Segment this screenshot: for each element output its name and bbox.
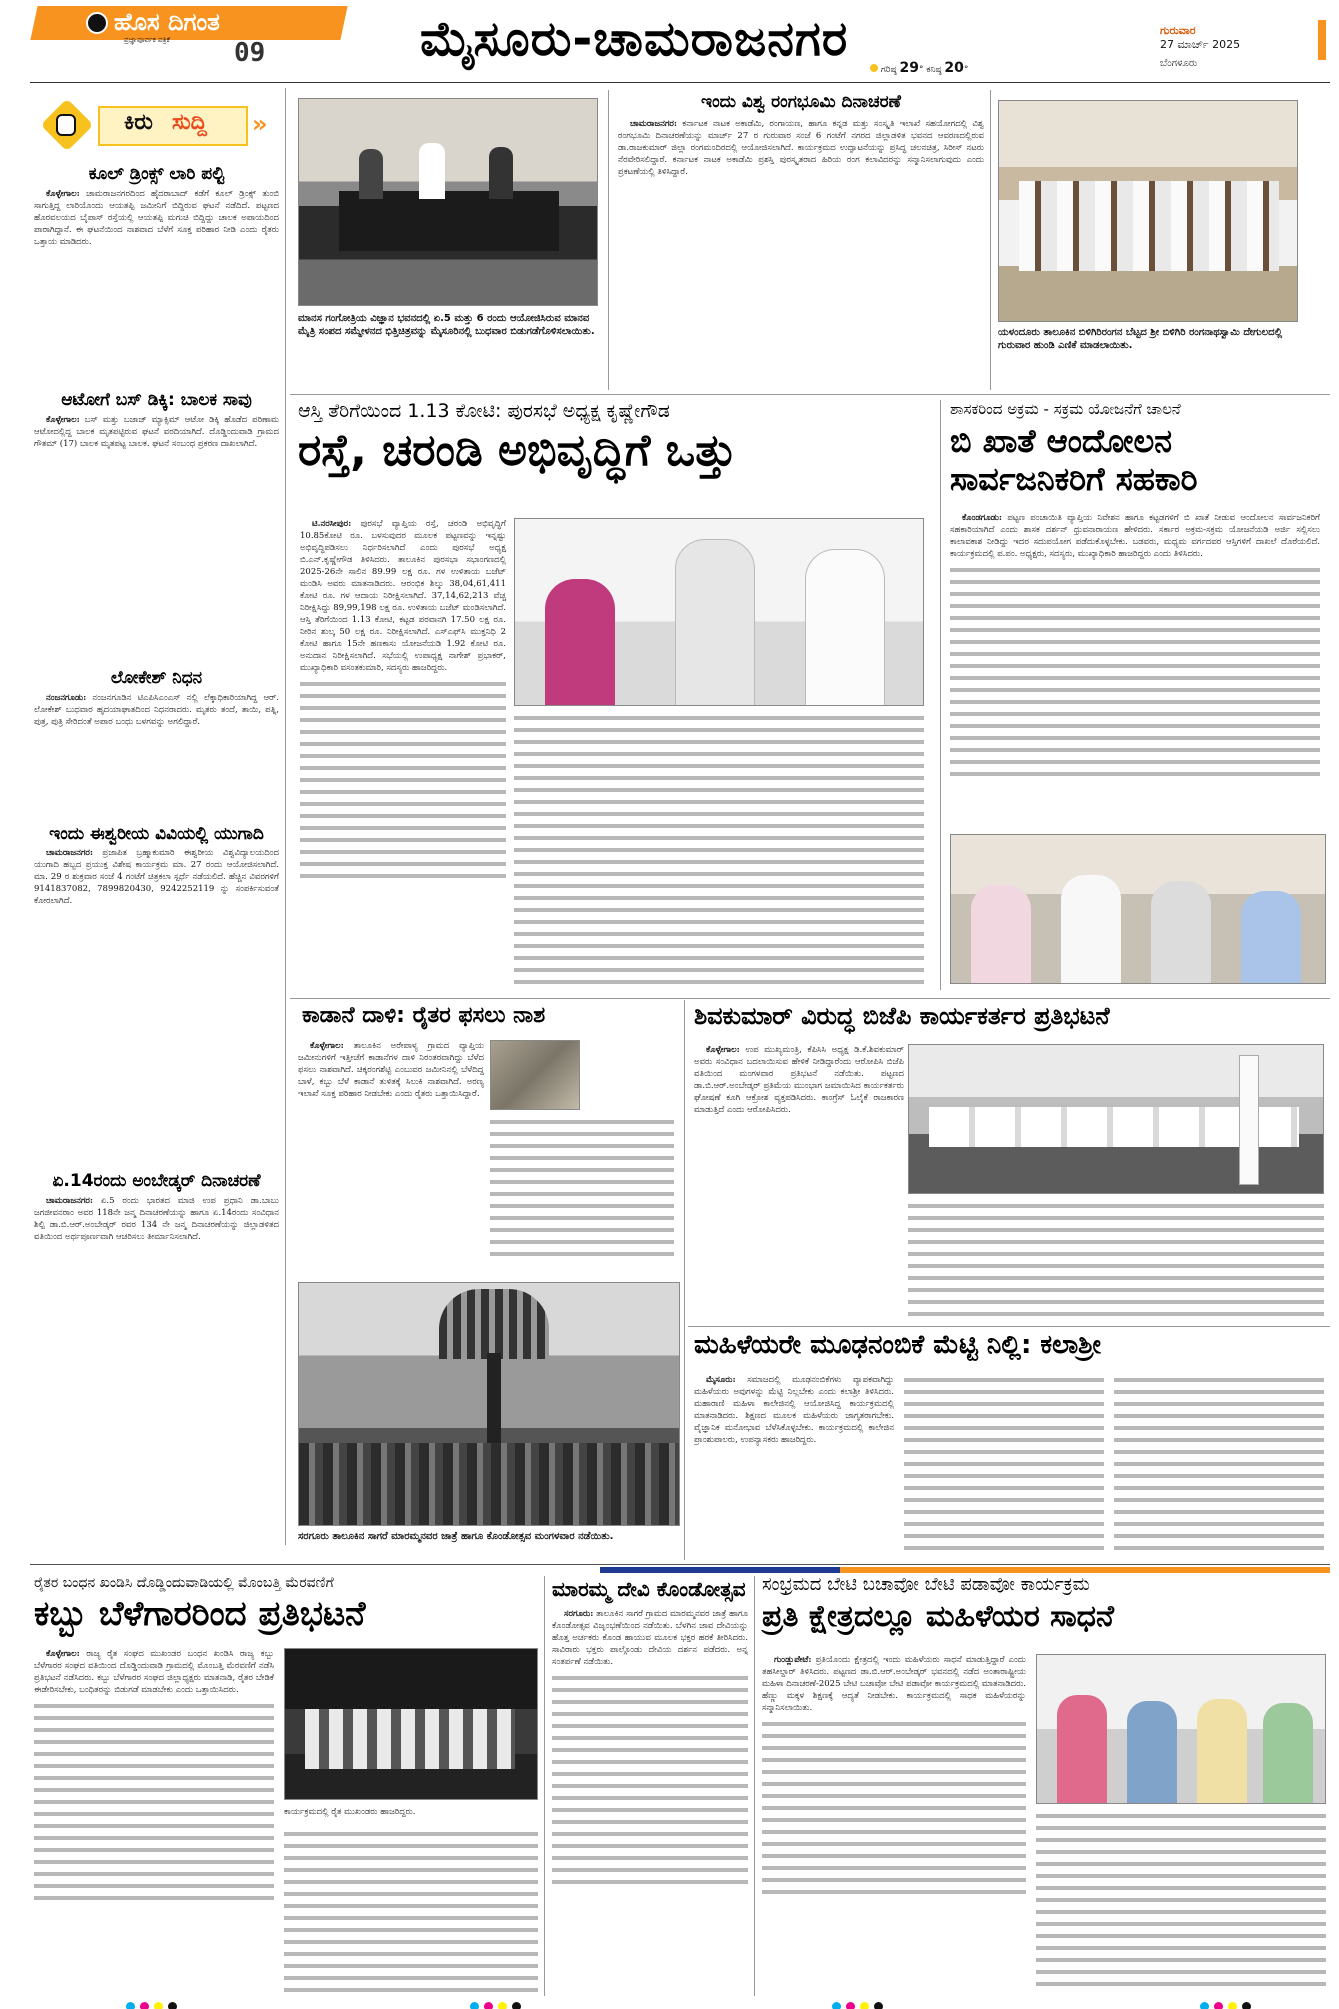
sugarcane-headline: ಕಬ್ಬು ಬೆಳೆಗಾರರಿಂದ ಪ್ರತಿಭಟನೆ — [34, 1593, 366, 1634]
bjp-headline: ಶಿವಕುಮಾರ್ ವಿರುದ್ಧ ಬಿಜೆಪಿ ಕಾರ್ಯಕರ್ತರ ಪ್ರತಿಭಟನೆ — [694, 1002, 1110, 1030]
temple-caption: ಯಳಂದೂರು ತಾಲೂಕಿನ ಬಿಳಿಗಿರಿರಂಗನ ಬೆಟ್ಟದ ಶ್ರೀ ಬಿಳಿಗಿರಿ ರಂಗನಾಥಸ್ವಾಮಿ ದೇಗುಲದಲ್ಲಿ ಗುರುವಾರ ಹುಂಡಿ ಎಣಿಕೆ ಮಾಡಲಾಯಿತು. — [998, 327, 1283, 351]
brief-3 — [34, 667, 279, 820]
registration-marks-mid — [470, 1996, 521, 2009]
blue-band — [600, 1567, 840, 1573]
orange-edge-bar — [1318, 20, 1326, 60]
brief-body: ಕೊಳ್ಳೇಗಾಲ: ಬಸ್ ಮತ್ತು ಬಜಾಜ್ ಮ್ಯಾಕ್ಸಿಮ್ ಆಟೋ ಡಿಕ್ಕಿ ಹೊಡೆದ ಪರಿಣಾಮ ಆಟೋದಲ್ಲಿದ್ದ ಬಾಲಕ ಮೃತಪಟ್ಟಿರುವ ಘಟನೆ ವರದಿಯಾಗಿದೆ. ದೊಡ್ಡಿಂದುವಾಡಿ ಗ್ರಾಮದ ಗೌತಮ್ (17) ಬಾಲಕ ಮೃತಪಟ್ಟ ಬಾಲಕ. ಘಟನೆ ಸಂಬಂಧ ಪ್ರಕರಣ ದಾಖಲಾಗಿದೆ. — [34, 414, 279, 449]
registration-marks-right — [832, 1996, 883, 2009]
candle-march-caption: ಕಾರ್ಯಕ್ರಮದಲ್ಲಿ ರೈತ ಮುಖಂಡರು ಹಾಜರಿದ್ದರು. — [284, 1807, 416, 1817]
day: ಗುರುವಾರ — [1160, 24, 1196, 37]
sidebar-header-right: ಸುದ್ದಿ — [172, 110, 207, 135]
bbbp-headline: ಪ್ರತಿ ಕ್ಷೇತ್ರದಲ್ಲೂ ಮಹಿಳೆಯರ ಸಾಧನೆ — [762, 1598, 1114, 1634]
fair-photo-caption: ಸರಗೂರು ತಾಲೂಕಿನ ಸಾಗರೆ ಮಾರಮ್ಮನವರ ಜಾತ್ರೆ ಹಾಗೂ ಕೊಂಡೋತ್ಸವ ಮಂಗಳವಾರ ನಡೆಯಿತು. — [298, 1531, 614, 1542]
bjp-body: ಕೊಳ್ಳೇಗಾಲ: ಉಪ ಮುಖ್ಯಮಂತ್ರಿ, ಕೆಪಿಸಿಸಿ ಅಧ್ಯಕ್ಷ ಡಿ.ಕೆ.ಶಿವಕುಮಾರ್ ಅವರು ಸಂವಿಧಾನ ಬದಲಾಯಿಸುವ ಹೇಳಿಕೆ ನೀಡಿದ್ದಾರೆಂದು ಆರೋಪಿಸಿ ಬಿಜೆಪಿ ವತಿಯಿಂದ ಮಂಗಳವಾರ ಪ್ರತಿಭಟನೆ ನಡೆಯಿತು. ಪಟ್ಟಣದ ಡಾ.ಬಿ.ಆರ್.ಅಂಬೇಡ್ಕರ್ ಪ್ರತಿಮೆಯ ಮುಂಭಾಗ ಜಮಾಯಿಸಿದ ಕಾರ್ಯಕರ್ತರು ಘೋಷಣೆ ಕೂಗಿ ಆಕ್ರೋಶ ವ್ಯಕ್ತಪಡಿಸಿದರು. ಕಾಂಗ್ರೆಸ್ ಓಲೈಕೆ ರಾಜಕಾರಣ ಮಾಡುತ್ತಿದೆ ಎಂದು ಆರೋಪಿಸಿದರು. — [694, 1045, 904, 1115]
roads-body-cols — [514, 712, 924, 988]
brief-title: ಇಂದು ಈಶ್ವರೀಯ ವಿವಿಯಲ್ಲಿ ಯುಗಾದಿ — [49, 823, 264, 844]
maramma-story — [552, 1576, 748, 1996]
brief-title: ಲೋಕೇಶ್ ನಿಧನ — [110, 667, 203, 688]
theatre-headline: ಇಂದು ವಿಶ್ವ ರಂಗಭೂಮಿ ದಿನಾಚರಣೆ — [701, 92, 901, 112]
temple-photo — [998, 100, 1298, 322]
masthead — [0, 0, 1339, 82]
poster-release-photo — [298, 98, 598, 306]
sidebar-header — [34, 90, 279, 162]
bjp-story — [694, 1004, 1330, 1322]
brief-1 — [34, 166, 279, 386]
brief-body: ಚಾಮರಾಜನಗರ: ಏ.5 ರಂದು ಭಾರತದ ಮಾಜಿ ಉಪ ಪ್ರಧಾನಿ ಡಾ.ಬಾಬು ಜಗಜೀವನರಾಂ ಅವರ 118ನೇ ಜನ್ಮ ದಿನಾಚರಣೆಯನ್ನು ಹಾಗೂ ಏ.14ರಂದು ಸಂವಿಧಾನ ಶಿಲ್ಪಿ ಡಾ.ಬಿ.ಆರ್.ಅಂಬೇಡ್ಕರ್ ರವರ 134 ನೇ ಜನ್ಮ ದಿನಾಚರಣೆಯನ್ನು ಜಿಲ್ಲಾಡಳಿತದ ವತಿಯಿಂದ ಅರ್ಥಪೂರ್ಣವಾಗಿ ಆಚರಿಸಲು ತೀರ್ಮಾನಿಸಲಾಗಿದೆ. — [34, 1196, 279, 1243]
brief-body: ಕೊಳ್ಳೇಗಾಲ: ಚಾಮರಾಜನಗರದಿಂದ ಹೈದರಾಬಾದ್ ಕಡೆಗೆ ಕೂಲ್ ಡ್ರಿಂಕ್ಸ್ ತುಂಬಿ ಸಾಗುತ್ತಿದ್ದ ಲಾರಿಯೊಂದು ಆಯತಪ್ಪಿ ಜಮೀನಿಗೆ ಬಿದ್ದಿರುವ ಘಟನೆ ನಡೆದಿದೆ. ಪಟ್ಟಣದ ಹೊರವಲಯದ ಬೈಪಾಸ್ ರಸ್ತೆಯಲ್ಲಿ ಆಯತಪ್ಪಿ ಮಗುಚಿ ಬಿದ್ದಿದ್ದು ಚಾಲಕ ಅಪಾಯದಿಂದ ಪಾರಾಗಿದ್ದಾನೆ. ಈ ಘಟನೆಯಿಂದ ನಾಶವಾದ ಬೆಳೆಗೆ ಸೂಕ್ತ ಪರಿಹಾರ ನೀಡಿ ಎಂದು ರೈತರು ಒತ್ತಾಯ ಮಾಡಿದರು. — [34, 188, 279, 247]
women-confidence-body: ಮೈಸೂರು: ಸಮಾಜದಲ್ಲಿ ಮೂಢನಂಬಿಕೆಗಳು ವ್ಯಾಪಕವಾಗಿದ್ದು ಮಹಿಳೆಯರು ಅವುಗಳನ್ನು ಮೆಟ್ಟಿ ನಿಲ್ಲಬೇಕು ಎಂದು ಕಲಾಶ್ರೀ ತಿಳಿಸಿದರು. ಮಹಾರಾಣಿ ಮಹಿಳಾ ಕಾಲೇಜಿನಲ್ಲಿ ಆಯೋಜಿಸಿದ್ದ ಕಾರ್ಯಕ್ರಮದಲ್ಲಿ ಮಾತನಾಡಿದರು. ಶಿಕ್ಷಣದ ಮೂಲಕ ಮಹಿಳೆಯರು ಜಾಗೃತರಾಗಬೇಕು. ವೈಜ್ಞಾನಿಕ ಮನೋಭಾವ ಬೆಳೆಸಿಕೊಳ್ಳಬೇಕು. ಕಾರ್ಯಕ್ರಮದಲ್ಲಿ ಕಾಲೇಜಿನ ಪ್ರಾಂಶುಪಾಲರು, ಉಪನ್ಯಾಸಕರು ಹಾಜರಿದ್ದರು. — [694, 1375, 894, 1445]
crop-photo — [490, 1040, 580, 1110]
sidebar-header-left: ಕಿರು — [124, 110, 153, 135]
brief-body: ನಂಜನಗೂಡು: ನಂಜನಗೂಡಿನ ಟಿಎಪಿಸಿಎಂಎಸ್ ನಲ್ಲಿ ಲೆಕ್ಕಾಧಿಕಾರಿಯಾಗಿದ್ದ ಆರ್. ಲೋಕೇಶ್ ಬುಧವಾರ ಹೃದಯಾಘಾತದಿಂದ ನಿಧನರಾದರು. ಮೃತರು ತಂದೆ, ತಾಯಿ, ಪತ್ನಿ, ಪುತ್ರ, ಪುತ್ರಿ ಸೇರಿದಂತೆ ಅಪಾರ ಬಂಧು ಬಳಗವನ್ನು ಅಗಲಿದ್ದಾರೆ. — [34, 692, 279, 727]
sidebar-rule — [285, 88, 286, 1545]
b-khata-photo — [950, 834, 1326, 984]
sugarcane-body: ಕೊಳ್ಳೇಗಾಲ: ರಾಜ್ಯ ರೈತ ಸಂಘದ ಮುಖಂಡರ ಬಂಧನ ಖಂಡಿಸಿ ರಾಜ್ಯ ಕಬ್ಬು ಬೆಳೆಗಾರರ ಸಂಘದ ವತಿಯಿಂದ ದೊಡ್ಡಿಂದುವಾಡಿ ಗ್ರಾಮದಲ್ಲಿ ಮೊಂಬತ್ತಿ ಮೆರವಣಿಗೆ ನಡೆಸಿ ಪ್ರತಿಭಟನೆ ನಡೆಸಿದರು. ಕಬ್ಬು ಬೆಳೆಗಾರರ ಸಂಘದ ಜಿಲ್ಲಾಧ್ಯಕ್ಷರು ಮಾತನಾಡಿ, ರೈತರ ಬೇಡಿಕೆ ಈಡೇರಿಸಬೇಕು, ಬಂಧಿತರನ್ನು ಬಿಡುಗಡೆ ಮಾಡಬೇಕು ಎಂದು ಒತ್ತಾಯಿಸಿದರು. — [34, 1648, 274, 1992]
b-khata-kicker: ಶಾಸಕರಿಂದ ಅಕ್ರಮ - ಸಕ್ರಮ ಯೋಜನೆಗೆ ಚಾಲನೆ — [950, 400, 1181, 418]
brand-logo-icon — [86, 12, 108, 34]
poster-release-caption: ಮಾನಸ ಗಂಗೋತ್ರಿಯ ವಿಜ್ಞಾನ ಭವನದಲ್ಲಿ ಏ.5 ಮತ್ತು 6 ರಂದು ಆಯೋಜಿಸಿರುವ ಮಾನವ ಮೈತ್ರಿ ಸಂಪದ ಸಮ್ಮೇಳನದ ಭಿತ್ತಿಚಿತ್ರವನ್ನು ಮೈಸೂರಿನಲ್ಲಿ ಬುಧವಾರ ಬಿಡುಗಡೆಗೊಳಿಸಲಾಯಿತು. — [298, 313, 595, 337]
registration-marks-far-right — [1200, 1996, 1251, 2009]
chevron-right-icon: » — [252, 110, 268, 138]
women-confidence-story — [694, 1332, 1330, 1560]
weather: ಗರಿಷ್ಠ 29° ಕನಿಷ್ಠ 20° — [870, 60, 968, 76]
roads-headline: ರಸ್ತೆ, ಚರಂಡಿ ಅಭಿವೃದ್ಧಿಗೆ ಒತ್ತು — [298, 424, 737, 476]
crop-headline: ಕಾಡಾನೆ ದಾಳಿ: ರೈತರ ಫಸಲು ನಾಶ — [302, 1003, 546, 1028]
crop-body: ಕೊಳ್ಳೇಗಾಲ: ತಾಲೂಕಿನ ಅರೇಪಾಳ್ಯ ಗ್ರಾಮದ ವ್ಯಾಪ್ತಿಯ ಜಮೀನುಗಳಿಗೆ ಇತ್ತೀಚೆಗೆ ಕಾಡಾನೆಗಳ ದಾಳಿ ನಿರಂತರವಾಗಿದ್ದು ಬೆಳೆದ ಫಸಲು ನಾಶವಾಗಿದೆ. ಚಿಕ್ಕರಂಗಶೆಟ್ಟಿ ಎಂಬುವರ ಜಮೀನಿನಲ್ಲಿ ಬೆಳೆದಿದ್ದ ಬಾಳೆ, ಕಬ್ಬು ಬೆಳೆ ಕಾಡಾನೆ ತುಳಿತಕ್ಕೆ ಸಿಲುಕಿ ನಾಶವಾಗಿದೆ. ಅರಣ್ಯ ಇಲಾಖೆ ಸೂಕ್ತ ಪರಿಹಾರ ನೀಡಬೇಕು ಎಂದು ರೈತರು ಒತ್ತಾಯಿಸಿದ್ದಾರೆ. — [298, 1041, 484, 1099]
registration-marks-left — [126, 1996, 177, 2009]
sun-icon — [870, 64, 878, 72]
theatre-body: ಚಾಮರಾಜನಗರ: ಕರ್ನಾಟಕ ನಾಟಕ ಅಕಾಡೆಮಿ, ರಂಗಾಯಣ, ಹಾಗೂ ಕನ್ನಡ ಮತ್ತು ಸಂಸ್ಕೃತಿ ಇಲಾಖೆ ಸಹಯೋಗದಲ್ಲಿ ವಿಶ್ವ ರಂಗಭೂಮಿ ದಿನಾಚರಣೆಯನ್ನು ಮಾರ್ಚ್ 27 ರ ಗುರುವಾರ ಸಂಜೆ 6 ಗಂಟೆಗೆ ನಗರದ ಜಿಲ್ಲಾಡಳಿತ ಭವನದ ಆವರಣದಲ್ಲಿರುವ ಡಾ.ರಾಜಕುಮಾರ್ ಜಿಲ್ಲಾ ರಂಗಮಂದಿರದಲ್ಲಿ ಆಯೋಜಿಸಲಾಗಿದೆ. ಕಾರ್ಯಕ್ರಮದ ಉದ್ಘಾಟನೆಯನ್ನು ಪ್ರಸಿದ್ಧ ಚಲನಚಿತ್ರ, ಸಿರೀಸ್ ನಟರು ನೆರವೇರಿಸಲಿದ್ದಾರೆ. ಕರ್ನಾಟಕ ನಾಟಕ ಅಕಾಡೆಮಿ ಪ್ರಶಸ್ತಿ ಪುರಸ್ಕೃತರಾದ ಹಿರಿಯ ರಂಗ ಕಲಾವಿದರನ್ನು ಸನ್ಮಾನಿಸಲಾಗುವುದು ಎಂದು ಪ್ರಕಟಣೆಯಲ್ಲಿ ತಿಳಿಸಿದ್ದಾರೆ. — [618, 118, 984, 177]
maramma-headline: ಮಾರಮ್ಮ ದೇವಿ ಕೊಂಡೋತ್ಸವ — [552, 1577, 746, 1601]
brief-body: ಚಾಮರಾಜನಗರ: ಪ್ರಜಾಪಿತ ಬ್ರಹ್ಮಾಕುಮಾರಿ ಈಶ್ವರೀಯ ವಿಶ್ವವಿದ್ಯಾಲಯದಿಂದ ಯುಗಾದಿ ಹಬ್ಬದ ಪ್ರಯುಕ್ತ ವಿಶೇಷ ಕಾರ್ಯಕ್ರಮ ಮಾ. 27 ರಂದು ಆಯೋಜಿಸಲಾಗಿದೆ. ಮಾ. 29 ರ ಶುಕ್ರವಾರ ಸಂಜೆ 4 ಗಂಟೆಗೆ ಚಿತ್ರಕಲಾ ಸ್ಪರ್ಧೆ ನಡೆಯಲಿದೆ. ಹೆಚ್ಚಿನ ವಿವರಗಳಿಗೆ 9141837082, 7899820430, 9242252119 ನ್ನು ಸಂಪರ್ಕಿಸುವಂತೆ ಕೋರಲಾಗಿದೆ. — [34, 848, 279, 907]
masthead-rule — [30, 82, 1330, 83]
bbbp-photo — [1036, 1654, 1326, 1804]
sugarcane-kicker: ರೈತರ ಬಂಧನ ಖಂಡಿಸಿ ದೊಡ್ಡಿಂದುವಾಡಿಯಲ್ಲಿ ಮೊಂಬತ್ತಿ ಮೆರವಣಿಗೆ — [34, 1575, 334, 1591]
brief-title: ಆಟೋಗೆ ಬಸ್ ಡಿಕ್ಕಿ: ಬಾಲಕ ಸಾವು — [61, 389, 252, 410]
bbbp-body: ಗುಂಡ್ಲುಪೇಟೆ: ಪ್ರತಿಯೊಂದು ಕ್ಷೇತ್ರದಲ್ಲಿ ಇಂದು ಮಹಿಳೆಯರು ಸಾಧನೆ ಮಾಡುತ್ತಿದ್ದಾರೆ ಎಂದು ತಹಸೀಲ್ದಾರ್ ತಿಳಿಸಿದರು. ಪಟ್ಟಣದ ಡಾ.ಬಿ.ಆರ್.ಅಂಬೇಡ್ಕರ್ ಭವನದಲ್ಲಿ ನಡೆದ ಅಂತಾರಾಷ್ಟ್ರೀಯ ಮಹಿಳಾ ದಿನಾಚರಣೆ-2025 ಬೇಟಿ ಬಚಾವೋ ಬೇಟಿ ಪಡಾವೋ ಕಾರ್ಯಕ್ರಮದಲ್ಲಿ ಮಾತನಾಡಿದರು. ಹೆಣ್ಣು ಮಕ್ಕಳ ಶಿಕ್ಷಣಕ್ಕೆ ಆದ್ಯತೆ ನೀಡಬೇಕು. ಕಾರ್ಯಕ್ರಮದಲ್ಲಿ ಸಾಧಕ ಮಹಿಳೆಯರನ್ನು ಸನ್ಮಾನಿಸಲಾಯಿತು. — [762, 1654, 1026, 1992]
brief-5 — [34, 1173, 279, 1365]
date-box — [1160, 24, 1330, 69]
hand-icon — [56, 114, 76, 136]
brief-title: ಏ.14ರಂದು ಅಂಬೇಡ್ಕರ್ ದಿನಾಚರಣೆ — [52, 1171, 261, 1192]
bjp-protest-photo — [908, 1044, 1324, 1194]
b-khata-body: ಕೊಂಡಗೂಡು: ಪಟ್ಟಣ ಪಂಚಾಯಿತಿ ವ್ಯಾಪ್ತಿಯ ನಿವೇಶನ ಹಾಗೂ ಕಟ್ಟಡಗಳಿಗೆ ಬಿ ಖಾತೆ ನೀಡುವ ಆಂದೋಲನ ಸಾರ್ವಜನಿಕರಿಗೆ ಸಹಕಾರಿಯಾಗಿದೆ ಎಂದು ಶಾಸಕ ದರ್ಶನ್ ಧ್ರುವನಾರಾಯಣ ಹೇಳಿದರು. ಸರ್ಕಾರ ಅಕ್ರಮ-ಸಕ್ರಮ ಯೋಜನೆಯಡಿ ಅರ್ಜಿ ಸಲ್ಲಿಸಲು ಕಾಲಾವಕಾಶ ನೀಡಿದ್ದು ಇದರ ಸದುಪಯೋಗ ಪಡೆದುಕೊಳ್ಳಬೇಕು. ಬಡವರು, ಮಧ್ಯಮ ವರ್ಗದವರ ಆಸ್ತಿಗಳಿಗೆ ದಾಖಲೆ ದೊರೆಯಲಿದೆ. ಕಾರ್ಯಕ್ರಮದಲ್ಲಿ ಪ.ಪಂ. ಅಧ್ಯಕ್ಷರು, ಸದಸ್ಯರು, ಮುಖ್ಯಾಧಿಕಾರಿ ಹಾಜರಿದ್ದರು ಎಂದು ತಿಳಿಸಿದರು. — [950, 512, 1320, 832]
brief-2 — [34, 389, 279, 664]
brand-box — [34, 6, 344, 70]
sidebar — [34, 90, 279, 1545]
crop-story — [294, 1004, 678, 1266]
brief-4 — [34, 823, 279, 1168]
page-number: 09 — [234, 38, 266, 68]
date: 27 ಮಾರ್ಚ್ 2025 — [1160, 38, 1241, 51]
brand-tagline: ಪ್ರಜ್ಞಾಪೂರ್ವಕ ಪತ್ರಿಕೆ — [124, 36, 170, 44]
maramma-body: ಸರಗೂರು: ತಾಲೂಕಿನ ಸಾಗರೆ ಗ್ರಾಮದ ಮಾರಮ್ಮನವರ ಜಾತ್ರೆ ಹಾಗೂ ಕೊಂಡೋತ್ಸವ ವಿಜೃಂಭಣೆಯಿಂದ ನಡೆಯಿತು. ಬೆಳಗಿನ ಜಾವ ದೇವಿಯನ್ನು ಹೊತ್ತ ಅರ್ಚಕರು ಕೊಂಡ ಹಾಯುವ ಮೂಲಕ ಭಕ್ತರ ಹರಕೆ ತೀರಿಸಿದರು. ಸಾವಿರಾರು ಭಕ್ತರು ಪಾಲ್ಗೊಂಡು ದೇವಿಯ ದರ್ಶನ ಪಡೆದರು. ಅನ್ನ ಸಂತರ್ಪಣೆ ನಡೆಯಿತು. — [552, 1608, 748, 1964]
roads-budget-photo — [514, 518, 924, 706]
brief-title: ಕೂಲ್ ಡ್ರಿಂಕ್ಸ್ ಲಾರಿ ಪಲ್ಟಿ — [88, 164, 225, 184]
roads-kicker: ಆಸ್ತಿ ತೆರಿಗೆಯಿಂದ 1.13 ಕೋಟಿ: ಪುರಸಭೆ ಅಧ್ಯಕ್ಷ ಕೃಷ್ಣೇಗೌಡ — [298, 400, 670, 422]
brand-name: ಹೊಸ ದಿಗಂತ — [114, 8, 220, 36]
orange-band — [840, 1567, 1330, 1573]
sugarcane-story — [34, 1576, 540, 1996]
women-confidence-headline: ಮಹಿಳೆಯರೇ ಮೂಢನಂಬಿಕೆ ಮೆಟ್ಟಿ ನಿಲ್ಲಿ: ಕಲಾಶ್ರೀ — [694, 1330, 1102, 1360]
b-khata-headline: ಬಿ ಖಾತೆ ಆಂದೋಲನ ಸಾರ್ವಜನಿಕರಿಗೆ ಸಹಕಾರಿ — [950, 421, 1198, 498]
roads-body-left: ಟಿ.ನರಸೀಪುರ: ಪುರಸಭೆ ವ್ಯಾಪ್ತಿಯ ರಸ್ತೆ, ಚರಂಡಿ ಅಭಿವೃದ್ಧಿಗೆ 10.85ಕೋಟಿ ರೂ. ಬಳಸುವುದರ ಮೂಲಕ ಪಟ್ಟಣವನ್ನು ಇನ್ನಷ್ಟು ಅಭಿವೃದ್ಧಿಪಡಿಸಲು ನಿರ್ಧರಿಸಲಾಗಿದೆ ಎಂದು ಪುರಸಭೆ ಅಧ್ಯಕ್ಷ ಬಿ.ಎನ್.ಕೃಷ್ಣೇಗೌಡ ತಿಳಿಸಿದರು. ತಾಲೂಕಿನ ಪುರಸಭಾ ಸಭಾಂಗಣದಲ್ಲಿ 2025-26ನೇ ಸಾಲಿನ 89.99 ಲಕ್ಷ ರೂ. ಗಳ ಉಳಿತಾಯ ಬಜೆಟ್ ಮಂಡಿಸಿ ಅವರು ಮಾತನಾಡಿದರು. ಆರಂಭಿಕ ಶಿಲ್ಕು 38,04,61,411 ಕೋಟಿ ರೂ. ಗಳ ಆದಾಯ ನಿರೀಕ್ಷಿಸಲಾಗಿದೆ. 37,14,62,213 ವೆಚ್ಚ ನಿರೀಕ್ಷಿಸಿದ್ದು 89,99,198 ಲಕ್ಷ ರೂ. ಉಳಿತಾಯ ಬಜೆಟ್ ಮಂಡಿಸಲಾಗಿದೆ. ಆಸ್ತಿ ತೆರಿಗೆಯಿಂದ 1.13 ಕೋಟಿ, ಕಟ್ಟಡ ಪರವಾನಗಿ 17.50 ಲಕ್ಷ ರೂ. ನೀರಿನ ಶುಲ್ಕ 50 ಲಕ್ಷ ರೂ. ನಿರೀಕ್ಷಿಸಲಾಗಿದೆ. ಎಸ್ಎಫ್‌ಸಿ ಮುಕ್ತನಿಧಿ 2 ಕೋಟಿ ಹಾಗೂ 15ನೇ ಹಣಕಾಸು ಯೋಜನೆಯಡಿ 1.92 ಕೋಟಿ ರೂ. ಅನುದಾನ ನಿರೀಕ್ಷಿಸಲಾಗಿದೆ. ಸಭೆಯಲ್ಲಿ ಉಪಾಧ್ಯಕ್ಷ ನಾಗೇಶ್ ಪ್ರಭಾಕರ್, ಮುಖ್ಯಾಧಿಕಾರಿ ವಸಂತಕುಮಾರಿ, ಸದಸ್ಯರು ಹಾಜರಿದ್ದರು. — [300, 518, 506, 988]
bbbp-story — [762, 1576, 1330, 1996]
roads-story — [294, 402, 930, 992]
bbbp-kicker: ಸಂಭ್ರಮದ ಬೇಟಿ ಬಚಾವೋ ಬೇಟಿ ಪಡಾವೋ ಕಾರ್ಯಕ್ರಮ — [762, 1574, 1090, 1595]
b-khata-story — [950, 402, 1330, 992]
theatre-story — [618, 90, 984, 390]
candle-march-photo — [284, 1648, 538, 1800]
section-title: ಮೈಸೂರು-ಚಾಮರಾಜನಗರ — [420, 11, 849, 67]
city: ಬೆಂಗಳೂರು — [1160, 58, 1198, 69]
fair-photo — [298, 1282, 680, 1526]
